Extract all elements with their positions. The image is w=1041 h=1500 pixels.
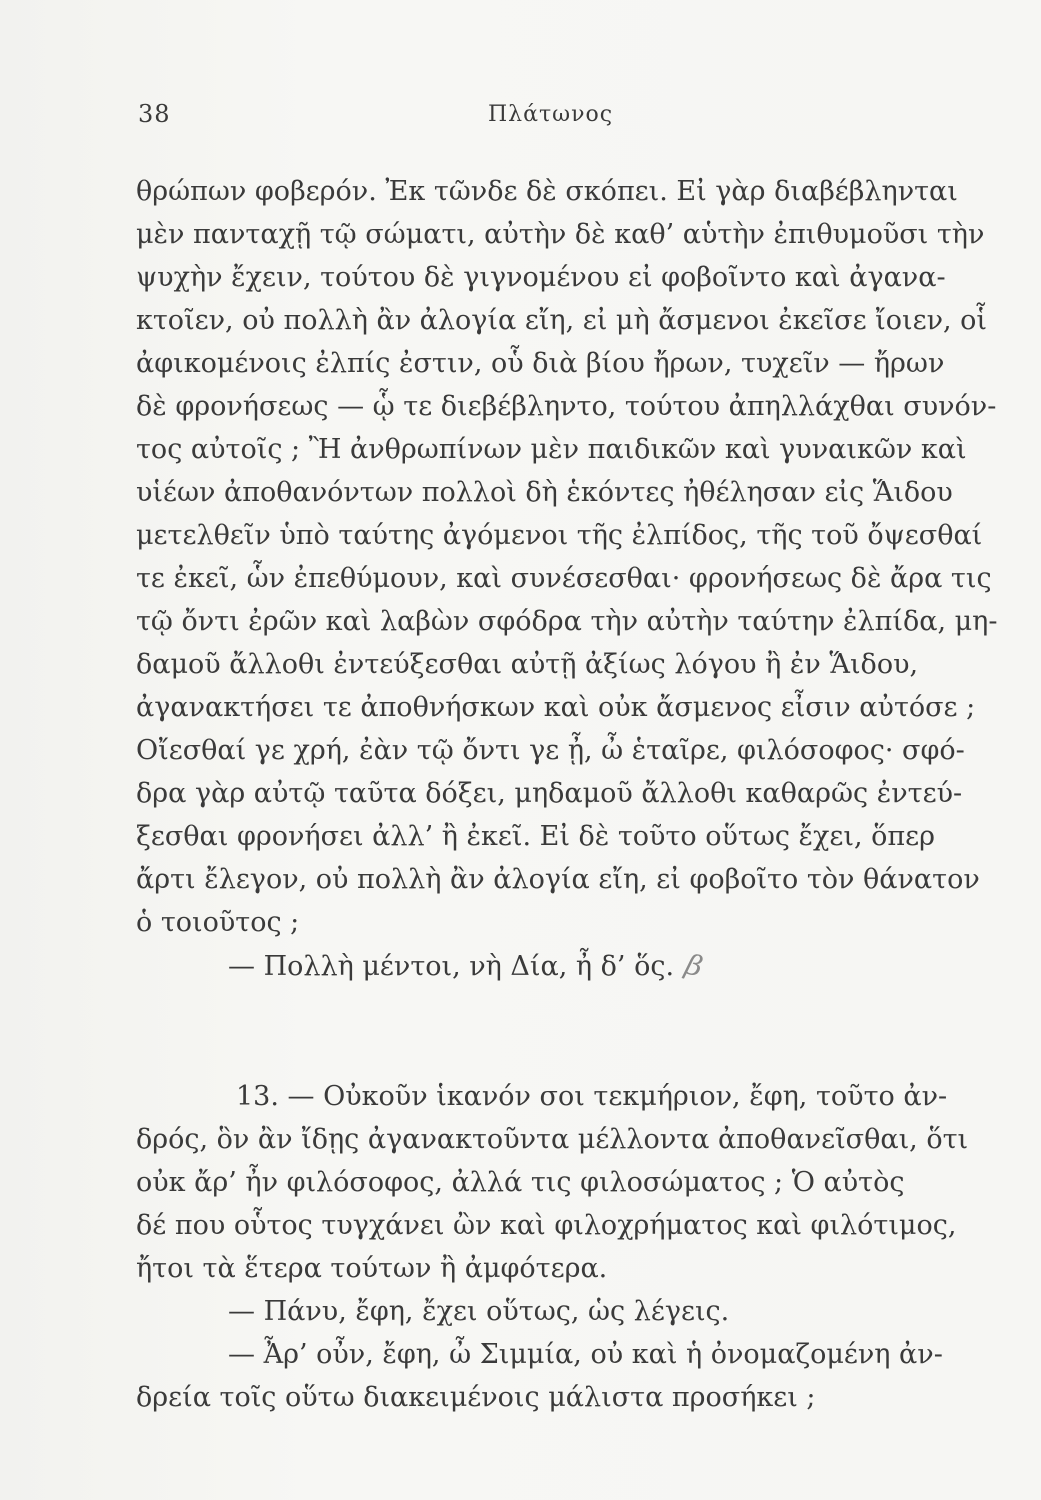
body-text [136,170,1016,1419]
section-gap [136,987,1016,1075]
text-line: τε ἐκεῖ, ὧν ἐπεθύμουν, καὶ συνέσεσθαι· φρονήσεως δὲ ἄρα τις [136,563,992,594]
text-line: Οἴεσθαί γε χρή, ἐὰν τῷ ὄντι γε ᾖ, ὦ ἑταῖρε, φιλόσοφος· σφό- [136,735,965,766]
text-line: δρός, ὃν ἂν ἴδῃς ἀγανακτοῦντα μέλλοντα ἀποθανεῖσθαι, ὅτι [136,1124,969,1155]
text-line: ἀγανακτήσει τε ἀποθνήσκων καὶ οὐκ ἄσμενος εἶσιν αὐτόσε ; [136,692,976,723]
paragraph-1 [136,170,1016,944]
text-line: δέ που οὗτος τυγχάνει ὢν καὶ φιλοχρήματος καὶ φιλότιμος, [136,1210,957,1241]
reply-line-2: — Πάνυ, ἔφη, ἔχει οὕτως, ὡς λέγεις. [228,1296,730,1327]
text-line: τῷ ὄντι ἐρῶν καὶ λαβὼν σφόδρα τὴν αὐτὴν ταύτην ἐλπίδα, μη- [136,606,998,637]
page-number: 38 [138,100,171,128]
section-13-first-line: 13. — Οὐκοῦν ἱκανόν σοι τεκμήριον, ἔφη, τοῦτο ἀν- [236,1081,948,1112]
running-title: Πλάτωνος [488,102,614,127]
text-line: μὲν πανταχῇ τῷ σώματι, αὐτὴν δὲ καθ’ αὑτὴν ἐπιθυμοῦσι τὴν [136,219,985,250]
reply-line-3: — Ἆρ’ οὖν, ἔφη, ὦ Σιμμία, οὐ καὶ ἡ ὀνομαζομένη ἀν- [228,1339,943,1370]
text-line: δαμοῦ ἄλλοθι ἐντεύξεσθαι αὐτῇ ἀξίως λόγου ἢ ἐν Ἅιδου, [136,649,919,680]
text-line: τος αὐτοῖς ; Ἢ ἀνθρωπίνων μὲν παιδικῶν καὶ γυναικῶν καὶ [136,434,967,465]
text-line: θρώπων φοβερόν. Ἐκ τῶνδε δὲ σκόπει. Εἰ γὰρ διαβέβληνται [136,176,958,207]
reply-line-1 [136,944,1016,987]
reply-text: — Πολλὴ μέντοι, νὴ Δία, ἦ δ’ ὅς. [228,951,675,982]
text-line: ἀφικομένοις ἐλπίς ἐστιν, οὗ διὰ βίου ἤρων, τυχεῖν — ἤρων [136,348,945,379]
text-line: υἱέων ἀποθανόντων πολλοὶ δὴ ἑκόντες ἠθέλησαν εἰς Ἅιδου [136,477,953,508]
pencil-mark: β [682,947,707,984]
text-line: δὲ φρονήσεως — ᾧ τε διεβέβληντο, τούτου ἀπηλλάχθαι συνόν- [136,391,997,422]
paragraph-2 [136,1075,1016,1290]
reply-line-3-cont: δρεία τοῖς οὕτω διακειμένοις μάλιστα προσήκει ; [136,1382,816,1413]
text-line: οὐκ ἄρ’ ἦν φιλόσοφος, ἀλλά τις φιλοσώματος ; Ὁ αὐτὸς [136,1167,905,1198]
text-line: κτοῖεν, οὐ πολλὴ ἂν ἀλογία εἴη, εἰ μὴ ἄσμενοι ἐκεῖσε ἴοιεν, οἷ [136,305,988,336]
text-line: ψυχὴν ἔχειν, τούτου δὲ γιγνομένου εἰ φοβοῖντο καὶ ἀγανα- [136,262,946,293]
text-line: ἄρτι ἔλεγον, οὐ πολλὴ ἂν ἀλογία εἴη, εἰ φοβοῖτο τὸν θάνατον [136,864,980,895]
text-line: ἤτοι τὰ ἕτερα τούτων ἢ ἀμφότερα. [136,1253,608,1284]
text-line: μετελθεῖν ὑπὸ ταύτης ἀγόμενοι τῆς ἐλπίδος, τῆς τοῦ ὄψεσθαί [136,520,983,551]
text-line: ξεσθαι φρονήσει ἀλλ’ ἢ ἐκεῖ. Εἰ δὲ τοῦτο οὕτως ἔχει, ὅπερ [136,821,936,852]
page-header [138,100,1008,140]
text-line: ὁ τοιοῦτος ; [136,907,300,938]
text-line: δρα γὰρ αὐτῷ ταῦτα δόξει, μηδαμοῦ ἄλλοθι καθαρῶς ἐντεύ- [136,778,963,809]
